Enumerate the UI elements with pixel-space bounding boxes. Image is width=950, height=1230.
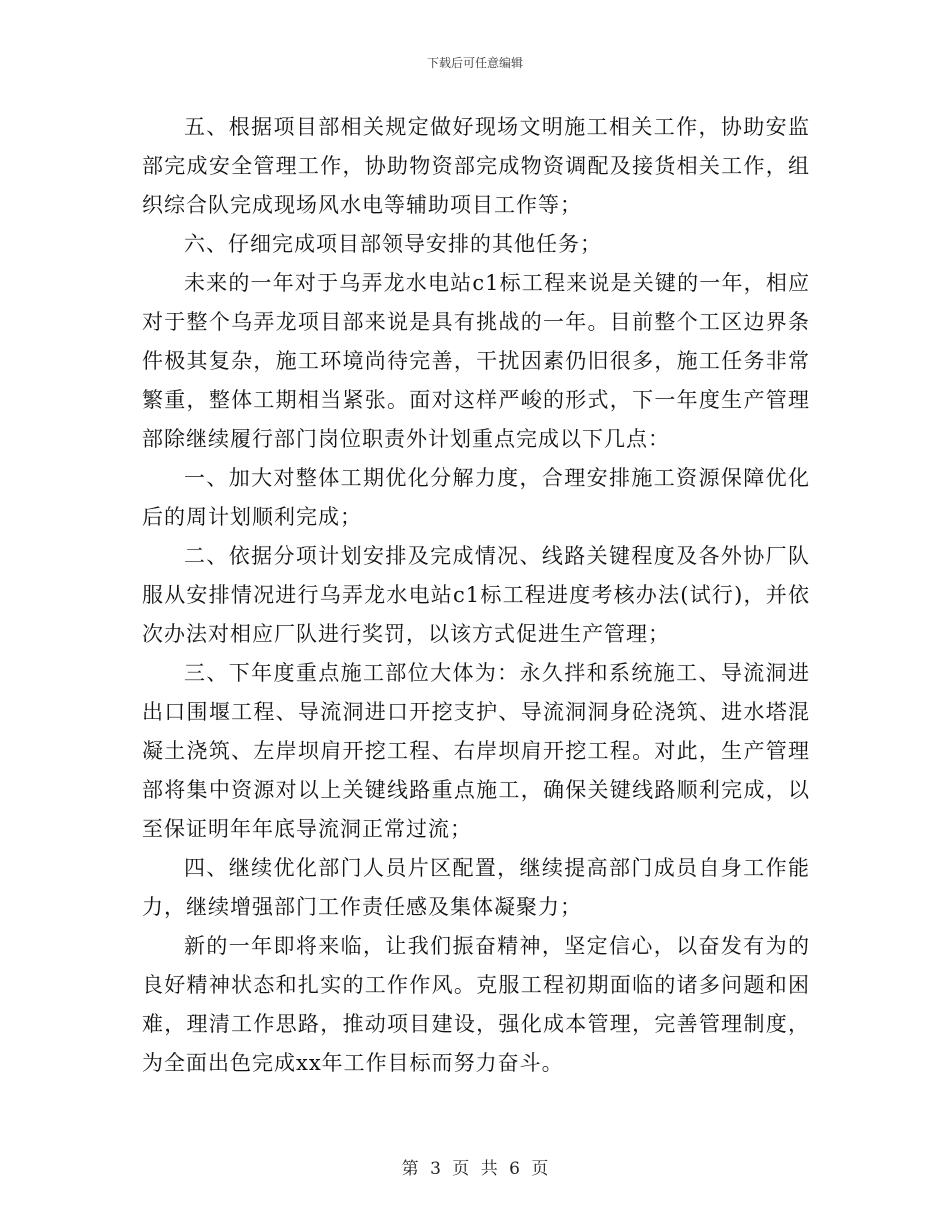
header-note: 下载后可任意编辑 [426,56,523,70]
paragraph-plan-1: 一、加大对整体工期优化分解力度，合理安排施工资源保障优化后的周计划顺利完成； [142,466,810,529]
paragraph-closing: 新的一年即将来临，让我们振奋精神，坚定信心，以奋发有为的良好精神状态和扎实的工作作风。克服工程初期面临的诸多问题和困难，理清工作思路，推动项目建设，强化成本管理，完善管理制度，为全面出色完成xx年工作目标而努力奋斗。 [142,934,810,1075]
paragraph-outlook: 未来的一年对于乌弄龙水电站c1标工程来说是关键的一年，相应对于整个乌弄龙项目部来说是具有挑战的一年。目前整个工区边界条件极其复杂，施工环境尚待完善，干扰因素仍旧很多，施工任务非常繁重，整体工期相当紧张。面对这样严峻的形式，下一年度生产管理部除继续履行部门岗位职责外计划重点完成以下几点： [142,271,810,451]
paragraph-plan-3: 三、下年度重点施工部位大体为：永久拌和系统施工、导流洞进出口围堰工程、导流洞进口开挖支护、导流洞洞身砼浇筑、进水塔混凝土浇筑、左岸坝肩开挖工程、右岸坝肩开挖工程。对此，生产管理部将集中资源对以上关键线路重点施工，确保关键线路顺利完成，以至保证明年年底导流洞正常过流； [142,661,810,841]
paragraph-item-5: 五、根据项目部相关规定做好现场文明施工相关工作，协助安监部完成安全管理工作，协助物资部完成物资调配及接货相关工作，组织综合队完成现场风水电等辅助项目工作等； [142,115,810,217]
paragraph-item-6: 六、仔细完成项目部领导安排的其他任务； [184,232,602,256]
paragraph-plan-2: 二、依据分项计划安排及完成情况、线路关键程度及各外协厂队服从安排情况进行乌弄龙水电站c1标工程进度考核办法(试行)，并依次办法对相应厂队进行奖罚，以该方式促进生产管理； [142,544,810,646]
page-number: 第 3 页 共 6 页 [401,1159,549,1179]
document-body [142,108,810,1083]
paragraph-plan-4: 四、继续优化部门人员片区配置，继续提高部门成员自身工作能力，继续增强部门工作责任感及集体凝聚力； [142,856,810,919]
